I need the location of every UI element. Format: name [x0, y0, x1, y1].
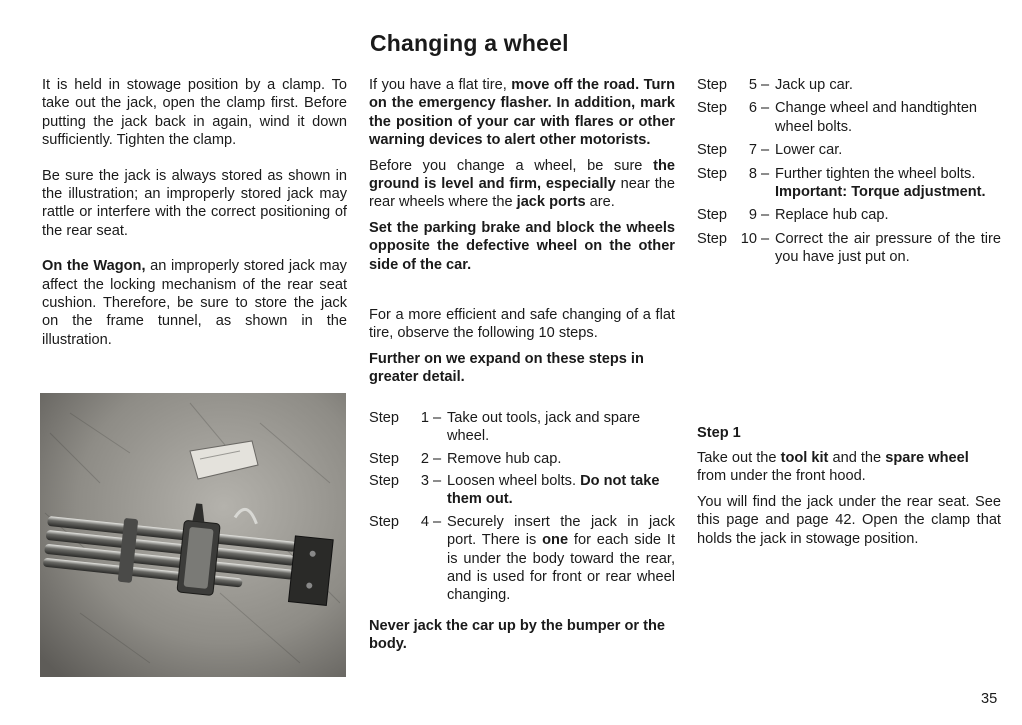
spare-wheel-bold: spare wheel [885, 450, 969, 467]
column-left [42, 76, 347, 349]
dash: – [433, 450, 442, 467]
paragraph-flat-tire [369, 76, 675, 150]
step-number: 6 [748, 100, 757, 117]
expand-bold: Further on we expand on these steps in greater detail. [369, 350, 644, 386]
step-1 [369, 409, 675, 446]
flat-tire-bold: move off the road. Turn on the emergency flasher. In addition, mark the position of your car with flares or other warning devices to alert other motorists. [369, 77, 675, 149]
column-middle [369, 76, 675, 654]
step-number: 8 [748, 165, 757, 182]
step-bold: Important: Torque adjustment. [775, 184, 986, 201]
page-number: 35 [981, 691, 998, 707]
step-text-wrap [433, 472, 675, 509]
step-label: Step [697, 77, 728, 93]
step-label: Step [369, 450, 400, 467]
step-text-wrap [761, 76, 1001, 94]
paragraph-step1-jack: You will find the jack under the rear seat. See this page and page 42. Open the clamp that holds the jack in stowage position. [697, 493, 1001, 547]
step1-text-c: and the [828, 450, 886, 467]
step-text: Take out tools, jack and spare wheel. [447, 409, 641, 445]
ground-text-a: Before you change a wheel, be sure [369, 157, 654, 174]
step-number: 10 [740, 230, 757, 247]
dash: – [761, 230, 770, 247]
step-7 [697, 141, 1001, 159]
dash: – [761, 100, 770, 117]
paragraph-expand [369, 350, 675, 387]
page-title: Changing a wheel [370, 30, 569, 56]
step-4 [369, 513, 675, 605]
paragraph-stowage: It is held in stowage position by a clamp. To take out the jack, open the clamp first. Before putting the jack back in again, wind it down sufficiently. Tighten the clamp. [42, 77, 347, 149]
dash: – [761, 165, 770, 182]
step-5 [697, 76, 1001, 94]
step-text: Further tighten the wheel bolts. [775, 165, 976, 182]
step-label: Step [369, 409, 400, 426]
step-text: Remove hub cap. [447, 450, 562, 467]
step-text-wrap [433, 513, 675, 605]
step-number: 3 [420, 472, 429, 489]
wagon-text: an improperly stored jack may affect the locking mechanism of the rear seat cushion. Therefore, be sure to store the jack on the frame tunnel, as shown in the illustration. [42, 258, 347, 348]
dash: – [761, 77, 770, 93]
jack-illustration [40, 393, 346, 677]
step-bold: Do not take them out. [447, 472, 660, 508]
step1-heading: Step 1 [697, 424, 741, 441]
step-text: Loosen wheel bolts. [447, 472, 581, 489]
step-text: Securely insert the jack in jack port. There is [447, 513, 675, 549]
ground-bold: the ground is level and firm, especially [369, 157, 675, 193]
steps-list-5-10 [697, 76, 1001, 267]
jack-photo [40, 393, 346, 677]
step-number: 1 [420, 409, 429, 426]
step-label: Step [697, 100, 728, 117]
step-text-wrap [433, 409, 675, 446]
step1-text-e: from under the front hood. [697, 468, 866, 485]
step-text-wrap [761, 230, 1001, 267]
wagon-bold: On the Wagon, [42, 258, 146, 275]
parking-brake-bold: Set the parking brake and block the wheels opposite the defective wheel on the other side of the car. [369, 219, 675, 273]
step-text: Jack up car. [775, 77, 853, 93]
step-text-2: for each side It is under the body toward the rear, and is used for front or rear wheel changing. [447, 532, 675, 604]
step-label: Step [697, 230, 728, 247]
paragraph-step1-tools [697, 449, 1001, 486]
step-text-wrap [761, 99, 1001, 136]
step-2 [369, 450, 675, 468]
step-8 [697, 165, 1001, 202]
paragraph-ten-steps: For a more efficient and safe changing of a flat tire, observe the following 10 steps. [369, 307, 675, 342]
jack-ports-bold: jack ports [516, 194, 586, 211]
step-text-wrap [761, 141, 1001, 159]
step-number: 4 [420, 513, 429, 530]
flat-tire-text: If you have a flat tire, [369, 77, 512, 93]
ground-text-c: near the rear wheels where the [369, 176, 676, 211]
step-9 [697, 206, 1001, 224]
step-text: Replace hub cap. [775, 207, 889, 224]
dash: – [433, 409, 442, 426]
step-number: 2 [420, 450, 429, 467]
step-label: Step [697, 207, 728, 224]
tool-kit-bold: tool kit [780, 450, 829, 467]
step-label: Step [697, 165, 728, 182]
step-label: Step [697, 142, 728, 159]
step-6 [697, 99, 1001, 136]
step-number: 5 [748, 77, 757, 93]
column-right [697, 76, 1001, 548]
steps-list-1-4 [369, 409, 675, 605]
never-jack-bold: Never jack the car up by the bumper or the body. [369, 617, 666, 653]
ground-text-e: are. [585, 194, 615, 211]
paragraph-ground [369, 157, 675, 212]
step1-text-a: Take out the [697, 450, 781, 467]
step-number: 7 [748, 142, 757, 159]
paragraph-never-jack [369, 617, 675, 654]
step-text: Change wheel and handtighten wheel bolts. [775, 100, 978, 135]
step-text: Correct the air pressure of the tire you have just put on. [775, 230, 1001, 266]
step-10 [697, 230, 1001, 267]
step-3 [369, 472, 675, 509]
step-text-wrap [761, 206, 1001, 224]
step-text: Lower car. [775, 142, 843, 159]
step-label: Step [369, 472, 400, 489]
step-bold: one [542, 532, 569, 549]
dash: – [433, 472, 442, 489]
paragraph-parking-brake [369, 219, 675, 274]
dash: – [433, 513, 442, 530]
step-text-wrap [761, 165, 1001, 202]
step-number: 9 [748, 207, 757, 224]
dash: – [761, 142, 770, 159]
dash: – [761, 207, 770, 224]
step-label: Step [369, 513, 400, 530]
paragraph-wagon [42, 257, 347, 349]
paragraph-storage-warning: Be sure the jack is always stored as shown in the illustration; an improperly stored jack may rattle or interfere with the correct positioning of the rear seat. [42, 167, 347, 239]
step-text-wrap [433, 450, 675, 468]
